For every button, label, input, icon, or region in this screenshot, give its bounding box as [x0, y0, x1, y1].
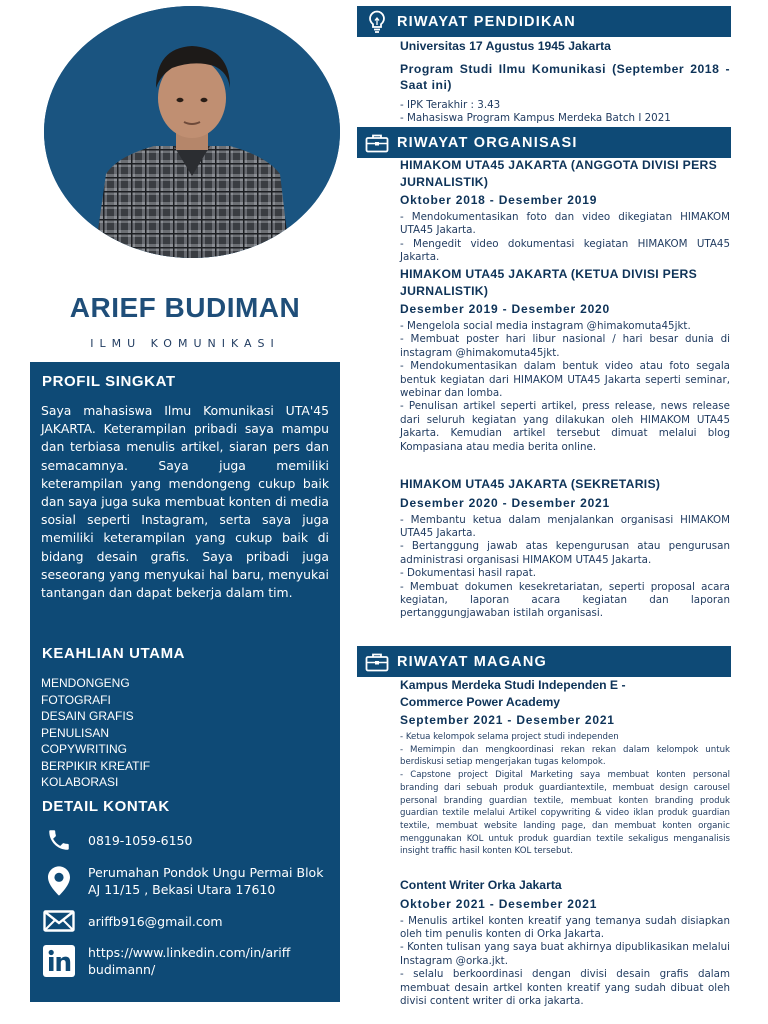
internship-item: - Menulis artikel konten kreatif yang temanya sudah disiapkan oleh tim penulis konten di Orka Jakarta.	[400, 914, 730, 940]
phone-icon	[42, 825, 76, 855]
internship-role: Content Writer Orka Jakarta	[400, 878, 562, 892]
lightbulb-icon	[357, 6, 397, 37]
org-item: - Mendokumentasikan dalam bentuk video atau foto segala bentuk kegiatan dari HIMAKOM UTA45 Jakarta seperti seminar, webinar dan lomba.	[400, 360, 730, 400]
skills-heading: KEAHLIAN UTAMA	[42, 645, 186, 662]
org-role: HIMAKOM UTA45 JAKARTA (ANGGOTA DIVISI PERS JURNALISTIK)	[400, 158, 718, 189]
contact-phone[interactable]	[42, 825, 192, 855]
education-title: RIWAYAT PENDIDIKAN	[397, 13, 576, 30]
linkedin-url: https://www.linkedin.com/in/ariff budimann/	[88, 945, 291, 977]
contact-heading: DETAIL KONTAK	[42, 798, 170, 815]
sidebar-panel	[30, 362, 340, 1002]
internship-entry	[400, 677, 730, 858]
internship-item: - Konten tulisan yang saya buat akhirnya dipublikasikan melalui Instagram @orka.jkt.	[400, 941, 730, 967]
internship-header	[357, 646, 731, 677]
skill-item: PENULISAN	[41, 725, 110, 740]
skill-item: BERPIKIR KREATIF	[41, 758, 151, 773]
organization-entry	[400, 266, 730, 454]
email-icon	[42, 906, 76, 936]
organization-entry	[400, 476, 730, 621]
person-major: ILMU KOMUNIKASI	[90, 337, 280, 350]
org-item: - Mengedit video dokumentasi kegiatan HIMAKOM UTA45 Jakarta.	[400, 237, 730, 264]
internship-date: September 2021 - Desember 2021	[400, 713, 615, 727]
education-header	[357, 6, 731, 37]
org-item: - Membantu ketua dalam menjalankan organisasi HIMAKOM UTA45 Jakarta.	[400, 513, 730, 539]
skill-item: KOLABORASI	[41, 775, 119, 789]
org-item: - Membuat poster hari libur nasional / hari besar dunia di instagram @himakomuta45jkt.	[400, 333, 730, 359]
internship-date: Oktober 2021 - Desember 2021	[400, 896, 598, 911]
education-item: - Mahasiswa Program Kampus Merdeka Batch I 2021	[400, 111, 671, 124]
education-entry	[400, 38, 730, 125]
org-date: Desember 2020 - Desember 2021	[400, 495, 610, 510]
left-column	[0, 0, 350, 1024]
profile-heading: PROFIL SINGKAT	[42, 373, 176, 390]
program-name: Program Studi Ilmu Komunikasi (September 2018 - Saat ini)	[400, 61, 730, 92]
internship-item: - Capstone project Digital Marketing saya membuat konten personal branding dari sebuah produk guardiantextile, membuat design carousel personal branding guardian textile, membuat konten branding produk guardian textile melalui Artikel copywriting & video iklan produk guardian textile, membuat website landing page, dan membuat konten organic menggunakan KOL untuk produk guardian textile sekaligus menganalisis insight traffic hasil konten KOL tersebut.	[400, 770, 730, 857]
organization-title: RIWAYAT ORGANISASI	[397, 134, 578, 151]
briefcase-icon	[357, 127, 397, 158]
internship-item: - selalu berkoordinasi dengan divisi desain grafis dalam membuat desain artkel konten kreatif yang sudah dibuat oleh divisi content writer di orka jakarta.	[400, 968, 730, 1007]
org-item: - Penulisan artikel seperti artikel, press release, news release dari seluruh kegiatan yang dilakukan oleh HIMAKOM UTA45 Jakarta. Kemudian artikel tersebut dimuat melalui blog Kompasiana atau media berita online.	[400, 400, 730, 453]
school-name: Universitas 17 Agustus 1945 Jakarta	[400, 39, 611, 53]
internship-item: - Ketua kelompok selama project studi independen	[400, 732, 619, 742]
phone-number: 0819-1059-6150	[88, 832, 193, 848]
skill-item: FOTOGRAFI	[41, 692, 111, 707]
skill-item: DESAIN GRAFIS	[41, 709, 134, 723]
org-item: - Dokumentasi hasil rapat.	[400, 567, 537, 580]
linkedin-icon	[42, 946, 76, 976]
right-column	[357, 0, 732, 1024]
organization-entry	[400, 157, 730, 265]
org-item: - Membuat dokumen kesekretariatan, seperti proposal acara kegiatan, laporan acara kegiatan dan laporan pertanggungjawaban istilah organisasi.	[400, 580, 730, 620]
org-item: - Bertanggung jawab atas kepengurusan atau pengurusan administrasi organisasi HIMAKOM UTA45 Jakarta.	[400, 540, 730, 566]
person-name: ARIEF BUDIMAN	[69, 292, 301, 323]
organization-header	[357, 127, 731, 158]
org-date: Desember 2019 - Desember 2020	[400, 302, 610, 316]
contact-linkedin[interactable]	[42, 944, 308, 978]
org-item: - Mengelola social media instagram @himakomuta45jkt.	[400, 320, 691, 332]
org-item: - Mendokumentasikan foto dan video dikegiatan HIMAKOM UTA45 Jakarta.	[400, 211, 730, 237]
skill-item: MENDONGENG	[41, 676, 130, 690]
skill-item: COPYWRITING	[41, 742, 127, 756]
profile-summary: Saya mahasiswa Ilmu Komunikasi UTA'45 JAKARTA. Keterampilan pribadi saya mampu dan terbiasa menulis artikel, siaran pers dan semacamnya. Saya juga memiliki keterampilan yang mendongeng cukup baik dan saya juga suka membuat konten di media sosial seperti Instagram, serta saya juga memiliki keterampilan yang cukup baik di bidang desain grafis. Saya pribadi juga seseorang yang menyukai hal baru, menyukai tantangan dan dapat bekerja dalam tim.	[41, 403, 329, 601]
profile-photo	[44, 6, 340, 258]
org-role: HIMAKOM UTA45 JAKARTA (KETUA DIVISI PERS JURNALISTIK)	[400, 267, 698, 298]
org-date: Oktober 2018 - Desember 2019	[400, 193, 598, 207]
internship-entry	[400, 877, 730, 1008]
org-role: HIMAKOM UTA45 JAKARTA (SEKRETARIS)	[400, 477, 661, 491]
briefcase-icon	[357, 646, 397, 677]
skills-list	[41, 675, 150, 791]
contact-address	[42, 864, 328, 898]
email-address: ariffb916@gmail.com	[88, 913, 223, 929]
internship-item: - Memimpin dan mengkoordinasi rekan rekan dalam kelompok untuk berdiskusi setiap mengerjakan tugas kelompok.	[400, 744, 730, 768]
internship-role: Kampus Merdeka Studi Independen E - Commerce Power Academy	[400, 678, 626, 709]
internship-title: RIWAYAT MAGANG	[397, 653, 547, 670]
contact-email[interactable]	[42, 906, 223, 936]
education-item: - IPK Terakhir : 3.43	[400, 98, 501, 111]
location-pin-icon	[42, 866, 76, 896]
address-text: Perumahan Pondok Ungu Permai Blok AJ 11/15 , Bekasi Utara 17610	[88, 865, 324, 897]
